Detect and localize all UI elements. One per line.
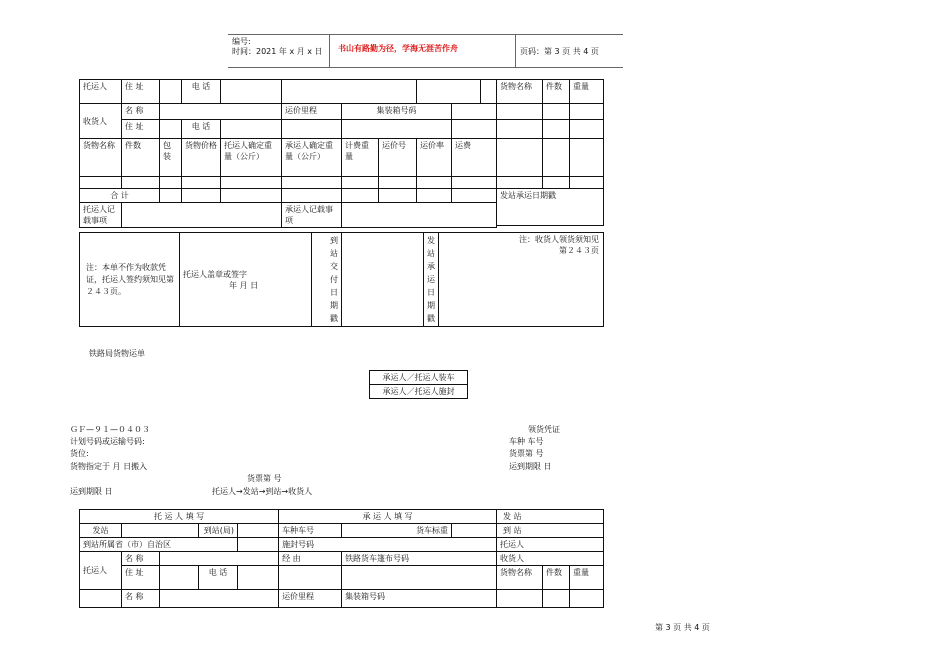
goods-cell[interactable] bbox=[80, 177, 122, 189]
goods-cell[interactable] bbox=[497, 590, 543, 608]
note-right-line2: 第２４３页 bbox=[559, 246, 599, 255]
col-rate: 运价率 bbox=[417, 139, 452, 177]
pieces-label: 件数 bbox=[543, 566, 570, 590]
col-packaging: 包装 bbox=[160, 139, 182, 177]
consignee-name-value[interactable] bbox=[160, 590, 279, 608]
goods-cell[interactable] bbox=[543, 104, 570, 120]
goods-cell[interactable] bbox=[417, 177, 452, 189]
loading-stamp-box bbox=[369, 370, 468, 399]
goods-cell[interactable] bbox=[570, 120, 604, 139]
arrival-bureau-value[interactable] bbox=[238, 524, 279, 538]
blank-cell bbox=[342, 120, 452, 139]
receipt-arrival-station: 到 站 bbox=[497, 524, 604, 538]
goods-cell[interactable] bbox=[497, 104, 543, 120]
total-cell bbox=[160, 189, 182, 203]
header-divider-2 bbox=[515, 34, 516, 67]
carrier-fill-header: 承 运 人 填 写 bbox=[279, 510, 497, 524]
total-cell bbox=[417, 189, 452, 203]
header-rule-top bbox=[228, 34, 623, 35]
time-label: 时间：2021 年 x 月 x 日 bbox=[232, 47, 323, 56]
total-cell bbox=[452, 189, 497, 203]
total-cell bbox=[379, 189, 417, 203]
goods-cell[interactable] bbox=[452, 177, 497, 189]
arrival-province-value[interactable] bbox=[238, 538, 279, 552]
arrival-province-label: 到站所属省（市）自治区 bbox=[80, 538, 238, 552]
page-footer: 第 3 页 共 4 页 bbox=[655, 623, 710, 632]
goods-cell[interactable] bbox=[122, 177, 160, 189]
name-label: 名 称 bbox=[122, 590, 160, 608]
receipt-deadline-label: 运到期限 日 bbox=[509, 462, 552, 471]
blank-cell bbox=[452, 104, 497, 120]
receipt-title: 领货凭证 bbox=[528, 425, 560, 434]
address-value[interactable] bbox=[160, 120, 182, 139]
address-value[interactable] bbox=[160, 566, 199, 590]
designated-date-label: 货物指定于 月 日搬入 bbox=[70, 462, 148, 471]
goods-cell[interactable] bbox=[182, 177, 221, 189]
wagon-weight-label: 货车标重 bbox=[342, 524, 452, 538]
goods-cell[interactable] bbox=[543, 139, 570, 177]
car-type-label: 车种 车号 bbox=[509, 437, 544, 446]
consignee-label: 收货人 bbox=[80, 104, 122, 139]
goods-side-box bbox=[496, 79, 604, 226]
departure-station-value[interactable] bbox=[122, 524, 199, 538]
goods-cell[interactable] bbox=[543, 177, 570, 189]
shipper-label: 托运人 bbox=[80, 80, 122, 104]
blank-cell bbox=[279, 566, 342, 590]
departure-stamp-label bbox=[424, 233, 439, 327]
goods-cell[interactable] bbox=[543, 590, 570, 608]
phone-value[interactable] bbox=[238, 566, 279, 590]
phone-label: 电 话 bbox=[199, 566, 238, 590]
carrier-notes-label: 承运人记载事项 bbox=[282, 203, 342, 228]
shipper-sign-label: 托运人盖章或签字 bbox=[183, 269, 247, 279]
sealer-line: 承运人／托运人施封 bbox=[370, 385, 468, 399]
goods-cell[interactable] bbox=[570, 590, 604, 608]
cargo-position-label: 货位: bbox=[70, 449, 89, 458]
goods-cell[interactable] bbox=[570, 139, 604, 177]
goods-name-label: 货物名称 bbox=[497, 80, 543, 104]
shipper-fill-header: 托 运 人 填 写 bbox=[80, 510, 279, 524]
note-right bbox=[439, 233, 604, 327]
shipper-label: 托运人 bbox=[80, 552, 122, 590]
goods-name-label: 货物名称 bbox=[497, 566, 543, 590]
header-rule-bottom bbox=[228, 67, 623, 68]
blank-cell bbox=[342, 566, 497, 590]
arrival-stamp-area bbox=[342, 233, 424, 327]
blank-cell bbox=[282, 80, 417, 104]
goods-cell[interactable] bbox=[570, 177, 604, 189]
freight-distance-label: 运价里程 bbox=[279, 590, 342, 608]
name-label: 名 称 bbox=[122, 552, 160, 566]
goods-cell[interactable] bbox=[497, 120, 543, 139]
weight-label: 重量 bbox=[570, 566, 604, 590]
col-freight: 运费 bbox=[452, 139, 497, 177]
plan-no-label: 计划号码或运输号码: bbox=[70, 437, 145, 446]
total-cell bbox=[342, 189, 379, 203]
name-label: 名 称 bbox=[122, 104, 160, 120]
shipper-notes-label: 托运人记载事项 bbox=[80, 203, 122, 228]
wagon-weight-value[interactable] bbox=[452, 524, 497, 538]
goods-cell[interactable] bbox=[221, 177, 282, 189]
header-divider-1 bbox=[329, 34, 330, 67]
page-label: 页码：第 3 页 共 4 页 bbox=[520, 47, 599, 56]
serial-label: 编号: bbox=[232, 37, 251, 46]
loader-line: 承运人／托运人装车 bbox=[370, 371, 468, 385]
container-no-label: 集装箱号码 bbox=[342, 104, 452, 120]
tarp-no-label: 铁路货车篷布号码 bbox=[342, 552, 497, 566]
blank-cell bbox=[282, 120, 342, 139]
pieces-label: 件数 bbox=[543, 80, 570, 104]
total-cell bbox=[182, 189, 221, 203]
blank-cell bbox=[481, 80, 497, 104]
form-code: ＧＦ—９１—０４０３ bbox=[70, 425, 150, 434]
receipt-ticket-label: 货票第 号 bbox=[509, 449, 544, 458]
shipper-sign-block bbox=[180, 233, 312, 327]
container-no-label: 集装箱号码 bbox=[342, 590, 497, 608]
total-cell bbox=[221, 189, 282, 203]
total-cell bbox=[282, 189, 342, 203]
address-label: 住 址 bbox=[122, 120, 160, 139]
address-label: 住 址 bbox=[122, 566, 160, 590]
departure-station-label: 发站 bbox=[80, 524, 122, 538]
note-left: 注：本单不作为收款凭证，托运人签约须知见第２４３页。 bbox=[80, 233, 180, 327]
col-carrier-weight: 承运人确定重量（公斤） bbox=[282, 139, 342, 177]
motto-banner: 书山有路勤为径，学海无涯苦作舟 bbox=[338, 44, 458, 53]
arrival-bureau-label: 到站(局) bbox=[199, 524, 238, 538]
ticket-no-label: 货票第 号 bbox=[247, 474, 282, 483]
phone-label: 电 话 bbox=[182, 120, 221, 139]
col-billing-weight: 计费重量 bbox=[342, 139, 379, 177]
col-rate-no: 运价号 bbox=[379, 139, 417, 177]
carrier-notes-value[interactable] bbox=[342, 203, 497, 228]
document-title: 铁路局货物运单 bbox=[89, 349, 145, 358]
departure-stamp-text: 发站承运日期戳 bbox=[427, 236, 435, 323]
goods-cell[interactable] bbox=[497, 139, 543, 177]
departure-date-stamp-label: 发站承运日期戳 bbox=[497, 189, 604, 226]
waybill-form-main bbox=[79, 79, 497, 228]
arrival-stamp-label bbox=[312, 233, 342, 327]
col-goods-name: 货物名称 bbox=[80, 139, 122, 177]
shipper-name-value[interactable] bbox=[160, 552, 279, 566]
receipt-side-box bbox=[496, 509, 604, 608]
col-pieces: 件数 bbox=[122, 139, 160, 177]
car-type-no-label: 车种车号 bbox=[279, 524, 342, 538]
weight-label: 重量 bbox=[570, 80, 604, 104]
goods-cell[interactable] bbox=[379, 177, 417, 189]
waybill-form-footer bbox=[79, 232, 604, 327]
goods-cell[interactable] bbox=[342, 177, 379, 189]
phone-label: 电 话 bbox=[182, 80, 221, 104]
shipper-notes-value[interactable] bbox=[122, 203, 282, 228]
col-goods-price: 货物价格 bbox=[182, 139, 221, 177]
via-label: 经 由 bbox=[279, 552, 342, 566]
flow-label: 托运人→发站→到站→收货人 bbox=[212, 487, 313, 496]
consignee-name-value[interactable] bbox=[160, 104, 282, 120]
phone-value[interactable] bbox=[221, 80, 282, 104]
goods-cell[interactable] bbox=[160, 177, 182, 189]
phone-value[interactable] bbox=[221, 120, 282, 139]
total-label: 合 计 bbox=[80, 189, 160, 203]
receipt-consignee: 收货人 bbox=[497, 552, 604, 566]
address-label: 住 址 bbox=[122, 80, 160, 104]
note-right-line1: 注：收货人领货须知见 bbox=[519, 235, 599, 244]
blank-cell bbox=[80, 590, 122, 608]
seal-no-label: 施封号码 bbox=[279, 538, 497, 552]
receipt-shipper: 托运人 bbox=[497, 538, 604, 552]
blank-cell bbox=[452, 120, 497, 139]
waybill-form-second bbox=[79, 509, 497, 608]
col-shipper-weight: 托运人确定重量（公斤） bbox=[221, 139, 282, 177]
goods-cell[interactable] bbox=[543, 120, 570, 139]
receipt-departure-station: 发 站 bbox=[497, 510, 604, 524]
goods-cell[interactable] bbox=[282, 177, 342, 189]
goods-cell[interactable] bbox=[570, 104, 604, 120]
blank-cell bbox=[417, 80, 481, 104]
arrival-stamp-text: 到站交付日期戳 bbox=[330, 236, 338, 323]
arrival-deadline-label: 运到期限 日 bbox=[70, 487, 113, 496]
freight-distance-label: 运价里程 bbox=[282, 104, 342, 120]
address-value[interactable] bbox=[160, 80, 182, 104]
goods-cell[interactable] bbox=[497, 177, 543, 189]
date-line: 年 月 日 bbox=[229, 280, 259, 290]
